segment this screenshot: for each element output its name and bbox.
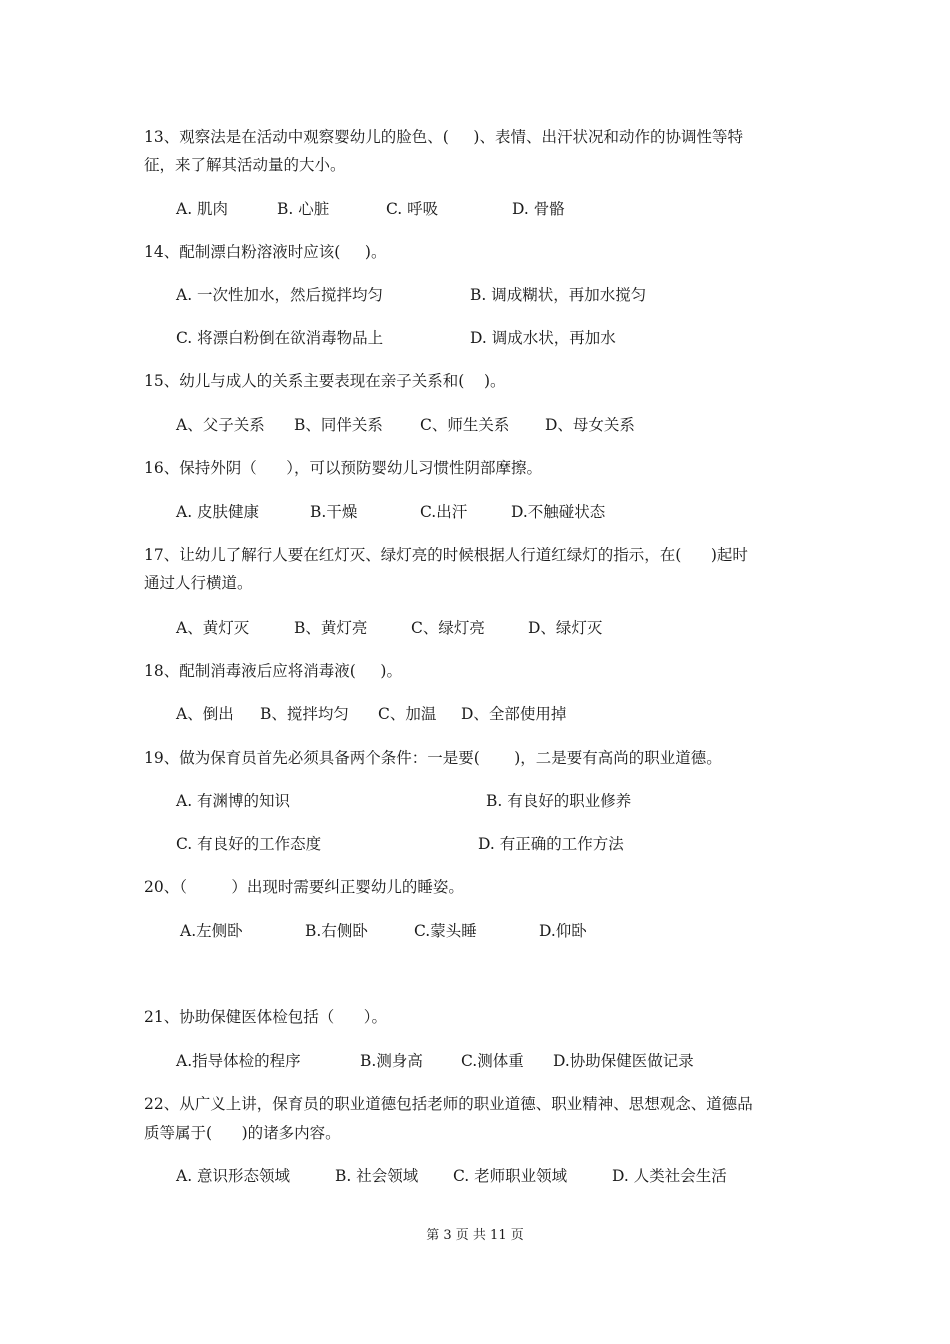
- question-stem: 16、保持外阴（ ），可以预防婴幼儿习惯性阴部摩擦。: [144, 459, 543, 477]
- question-stem: 17、让幼儿了解行人要在红灯灭、绿灯亮的时候根据人行道红绿灯的指示，在( )起时: [144, 546, 748, 564]
- option-b: B. 调成糊状，再加水搅匀: [470, 286, 647, 304]
- question-stem: 22、从广义上讲，保育员的职业道德包括老师的职业道德、职业精神、思想观念、道德品: [144, 1095, 753, 1113]
- question-stem: 通过人行横道。: [144, 574, 253, 592]
- option-d: D.不触碰状态: [511, 503, 606, 521]
- option-d: D. 有正确的工作方法: [478, 835, 624, 853]
- option-a: A.左侧卧: [180, 922, 243, 940]
- option-d: D.仰卧: [539, 922, 587, 940]
- option-b: B. 心脏: [277, 200, 330, 218]
- option-d: D、母女关系: [545, 416, 635, 434]
- option-b: B、搅拌均匀: [260, 705, 349, 723]
- question-stem: 20、（ ）出现时需要纠正婴幼儿的睡姿。: [144, 878, 464, 896]
- option-c: C. 老师职业领域: [453, 1167, 568, 1185]
- option-c: C. 呼吸: [386, 200, 439, 218]
- option-b: B、黄灯亮: [294, 619, 368, 637]
- question-stem: 质等属于( )的诸多内容。: [144, 1124, 341, 1142]
- question-stem: 征，来了解其活动量的大小。: [144, 156, 346, 174]
- option-a: A、倒出: [176, 705, 234, 723]
- option-c: C.测体重: [461, 1052, 524, 1070]
- question-stem: 15、幼儿与成人的关系主要表现在亲子关系和( )。: [144, 372, 506, 390]
- question-stem: 14、配制漂白粉溶液时应该( )。: [144, 243, 387, 261]
- question-stem: 19、做为保育员首先必须具备两个条件：一是要( )，二是要有高尚的职业道德。: [144, 749, 722, 767]
- option-c: C、绿灯亮: [411, 619, 485, 637]
- option-a: A、父子关系: [176, 416, 265, 434]
- option-a: A、黄灯灭: [176, 619, 250, 637]
- option-c: C.出汗: [420, 503, 468, 521]
- option-d: D. 人类社会生活: [612, 1167, 727, 1185]
- option-d: D.协助保健医做记录: [553, 1052, 694, 1070]
- option-b: B.右侧卧: [305, 922, 368, 940]
- option-b: B. 社会领域: [335, 1167, 419, 1185]
- option-c: C、师生关系: [420, 416, 510, 434]
- option-d: D. 骨骼: [512, 200, 565, 218]
- page-footer: 第 3 页 共 11 页: [426, 1228, 524, 1243]
- question-stem: 18、配制消毒液后应将消毒液( )。: [144, 662, 402, 680]
- option-b: B、同伴关系: [294, 416, 383, 434]
- option-d: D. 调成水状，再加水: [470, 329, 616, 347]
- option-c: C. 有良好的工作态度: [176, 835, 322, 853]
- option-a: A. 一次性加水，然后搅拌均匀: [176, 286, 384, 304]
- option-a: A.指导体检的程序: [176, 1052, 301, 1070]
- option-a: A. 肌肉: [176, 200, 229, 218]
- option-d: D、绿灯灭: [528, 619, 603, 637]
- option-b: B.干燥: [310, 503, 358, 521]
- option-c: C.蒙头睡: [414, 922, 477, 940]
- question-stem: 21、协助保健医体检包括（ ）。: [144, 1008, 388, 1026]
- option-c: C. 将漂白粉倒在欲消毒物品上: [176, 329, 384, 347]
- option-d: D、全部使用掉: [461, 705, 567, 723]
- option-a: A. 皮肤健康: [176, 503, 260, 521]
- option-b: B. 有良好的职业修养: [486, 792, 632, 810]
- option-a: A. 意识形态领域: [176, 1167, 291, 1185]
- option-b: B.测身高: [360, 1052, 423, 1070]
- question-stem: 13、观察法是在活动中观察婴幼儿的脸色、( )、表情、出汗状况和动作的协调性等特: [144, 128, 743, 146]
- option-a: A. 有渊博的知识: [176, 792, 291, 810]
- option-c: C、加温: [378, 705, 437, 723]
